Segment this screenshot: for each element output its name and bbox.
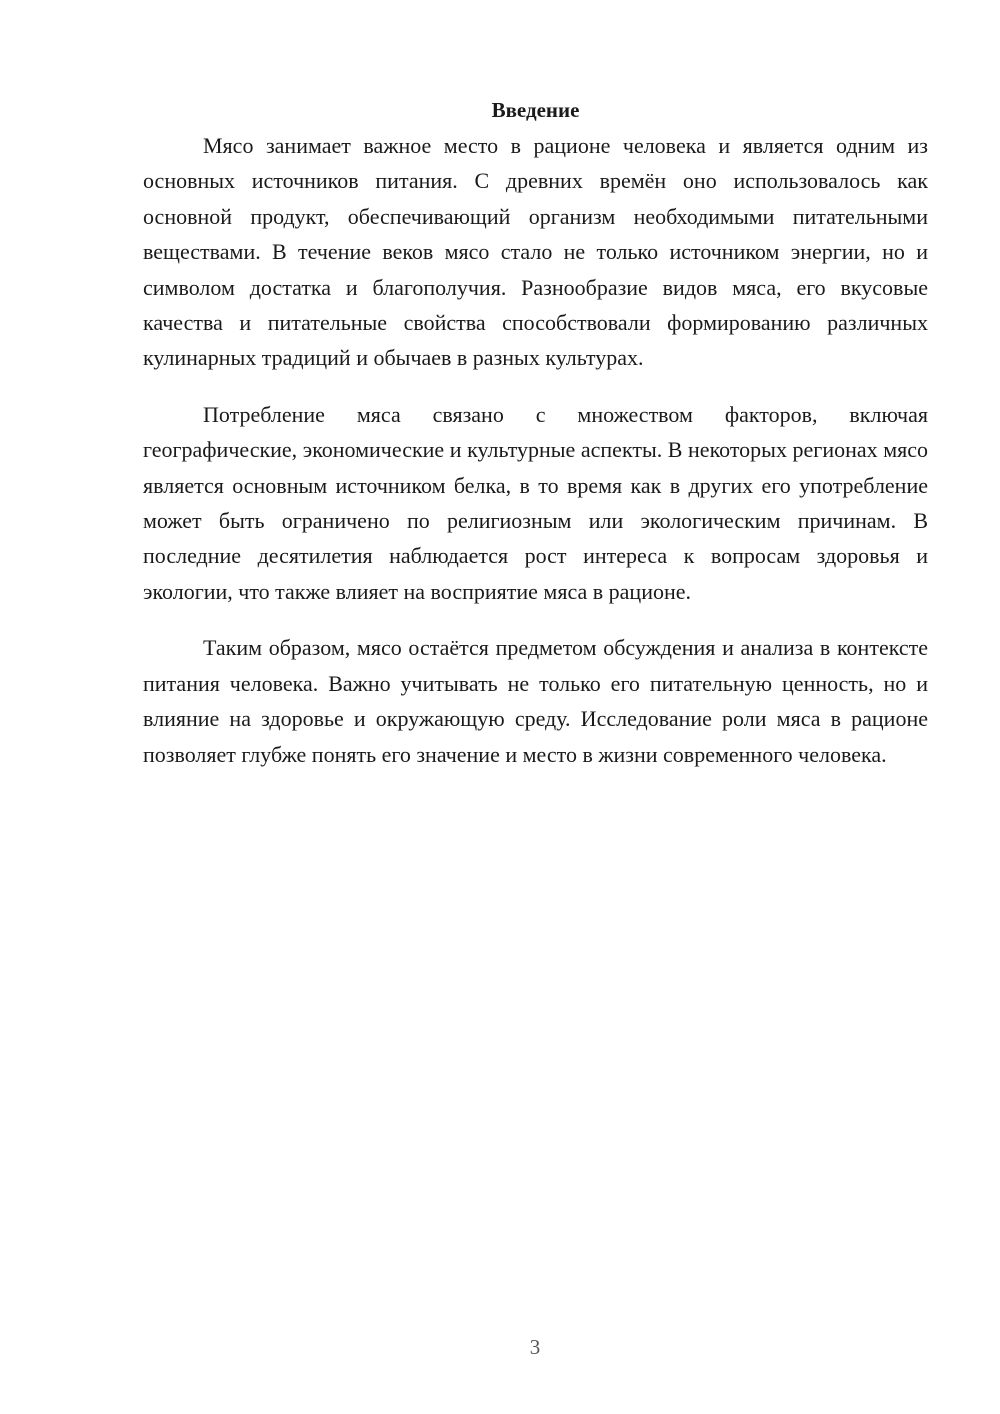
- paragraph-2: Потребление мяса связано с множеством факторов, включая географические, экономические и культурные аспекты. В некоторых регионах мясо является основным источником белка, в то время как в других его употребление может быть ограничено по религиозным или экологическим причинам. В последние десятилетия наблюдается рост интереса к вопросам здоровья и экологии, что также влияет на восприятие мяса в рационе.: [143, 401, 928, 604]
- section-heading: Введение: [491, 98, 580, 122]
- paragraph-3: Таким образом, мясо остаётся предметом обсуждения и анализа в контексте питания человека. Важно учитывать не только его питательную ценность, но и влияние на здоровье и окружающую среду. Исследование роли мяса в рационе позволяет глубже понять его значение и место в жизни современного человека.: [143, 635, 928, 767]
- page-content: [143, 92, 928, 772]
- page-number: 3: [529, 1335, 541, 1359]
- paragraph-1: Мясо занимает важное место в рационе человека и является одним из основных источников питания. С древних времён оно использовалось как основной продукт, обеспечивающий организм необходимыми питательными веществами. В течение веков мясо стало не только источником энергии, но и символом достатка и благополучия. Разнообразие видов мяса, его вкусовые качества и питательные свойства способствовали формированию различных кулинарных традиций и обычаев в разных культурах.: [143, 133, 928, 371]
